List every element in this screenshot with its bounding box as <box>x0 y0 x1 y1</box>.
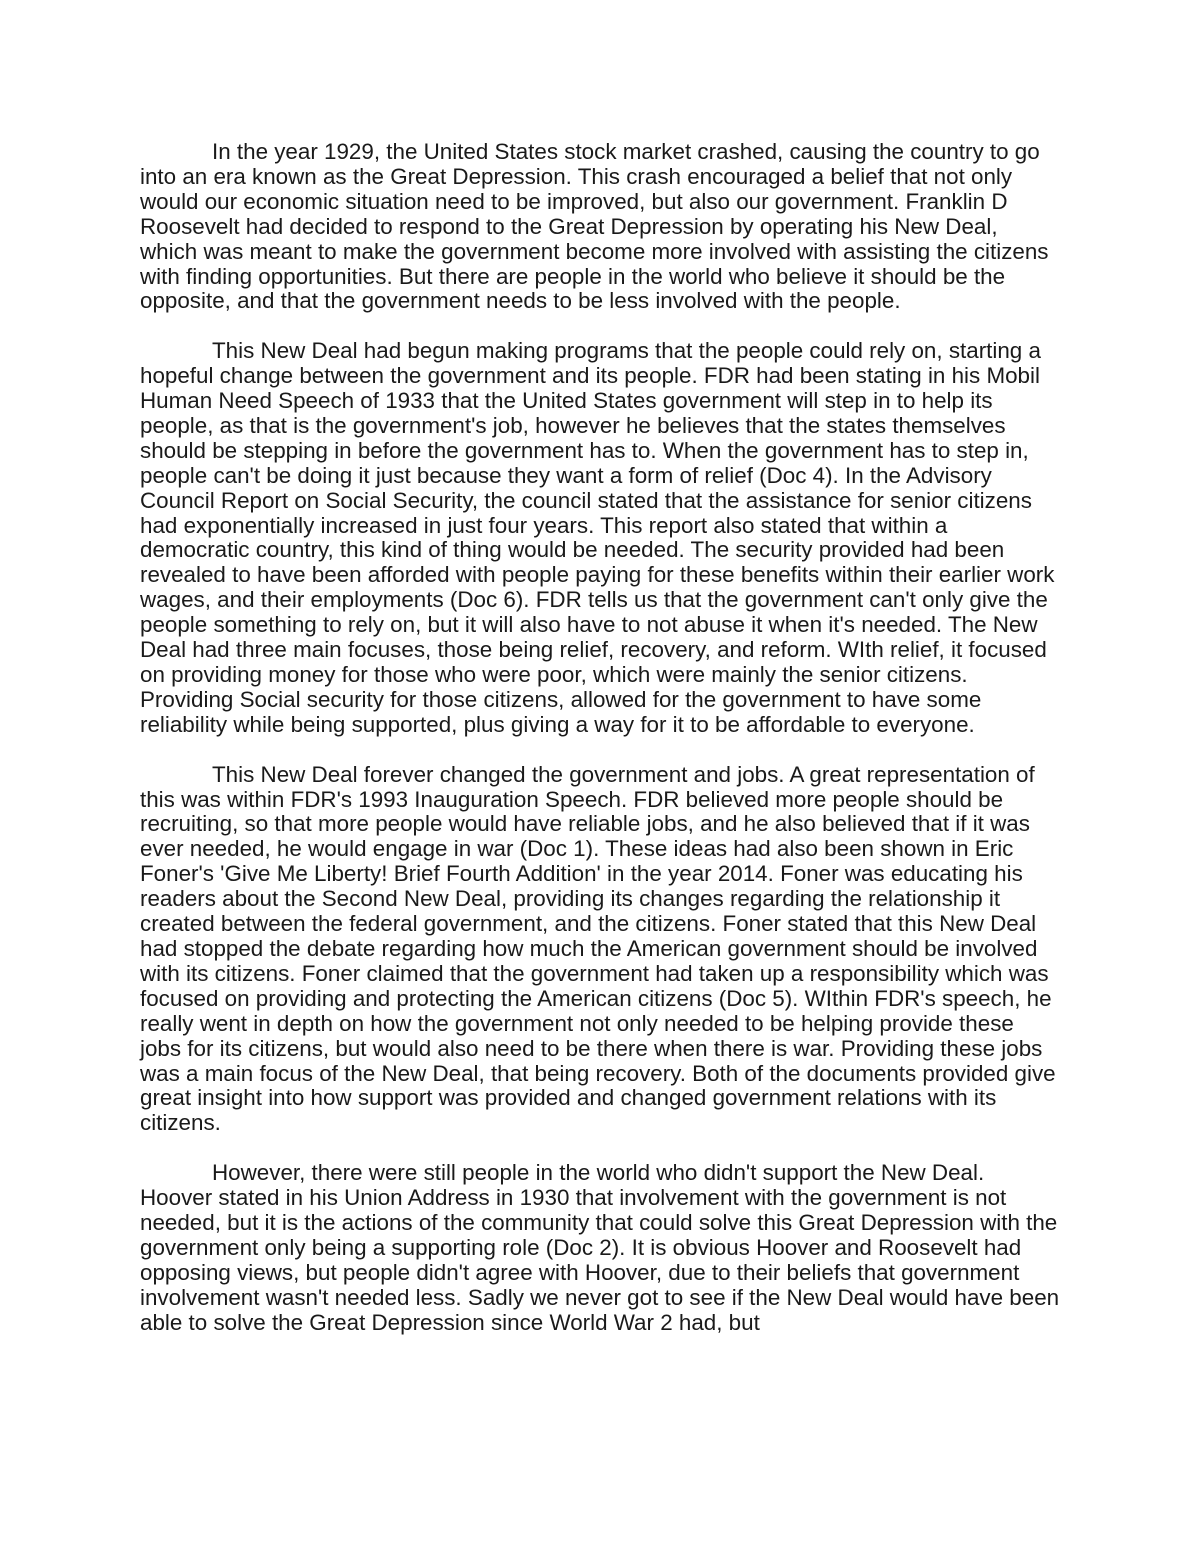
paragraph-1: In the year 1929, the United States stock market crashed, causing the country to go into an era known as the Great Depression. This crash encouraged a belief that not only would our economic situation need to be improved, but also our government. Franklin D Roosevelt had decided to respond to the Great Depression by operating his New Deal, which was meant to make the government become more involved with assisting the citizens with finding opportunities. But there are people in the world who believe it should be the opposite, and that the government needs to be less involved with the people. <box>140 139 1049 314</box>
document-page <box>140 140 1060 1335</box>
paragraph-3: This New Deal forever changed the government and jobs. A great representation of this was within FDR's 1993 Inauguration Speech. FDR believed more people should be recruiting, so that more people would have reliable jobs, and he also believed that if it was ever needed, he would engage in war (Doc 1). These ideas had also been shown in Eric Foner's 'Give Me Liberty! Brief Fourth Addition' in the year 2014. Foner was educating his readers about the Second New Deal, providing its changes regarding the relationship it created between the federal government, and the citizens. Foner stated that this New Deal had stopped the debate regarding how much the American government should be involved with its citizens. Foner claimed that the government had taken up a responsibility which was focused on providing and protecting the American citizens (Doc 5). WIthin FDR's speech, he really went in depth on how the government not only needed to be helping provide these jobs for its citizens, but would also need to be there when there is war. Providing these jobs was a main focus of the New Deal, that being recovery. Both of the documents provided give great insight into how support was provided and changed government relations with its citizens. <box>140 761 1056 1136</box>
paragraph-4: However, there were still people in the world who didn't support the New Deal. Hoover stated in his Union Address in 1930 that involvement with the government is not needed, but it is the actions of the community that could solve this Great Depression with the government only being a supporting role (Doc 2). It is obvious Hoover and Roosevelt had opposing views, but people didn't agree with Hoover, due to their beliefs that government involvement wasn't needed less. Sadly we never got to see if the New Deal would have been able to solve the Great Depression since World War 2 had, but <box>140 1160 1060 1335</box>
paragraph-2: This New Deal had begun making programs that the people could rely on, starting a hopeful change between the government and its people. FDR had been stating in his Mobil Human Need Speech of 1933 that the United States government will step in to help its people, as that is the government's job, however he believes that the states themselves should be stepping in before the government has to. When the government has to step in, people can't be doing it just because they want a form of relief (Doc 4). In the Advisory Council Report on Social Security, the council stated that the assistance for senior citizens had exponentially increased in just four years. This report also stated that within a democratic country, this kind of thing would be needed. The security provided had been revealed to have been afforded with people paying for these benefits within their earlier work wages, and their employments (Doc 6). FDR tells us that the government can't only give the people something to rely on, but it will also have to not abuse it when it's needed. The New Deal had three main focuses, those being relief, recovery, and reform. WIth relief, it focused on providing money for those who were poor, which were mainly the senior citizens. Providing Social security for those citizens, allowed for the government to have some reliability while being supported, plus giving a way for it to be affordable to everyone. <box>140 338 1055 737</box>
